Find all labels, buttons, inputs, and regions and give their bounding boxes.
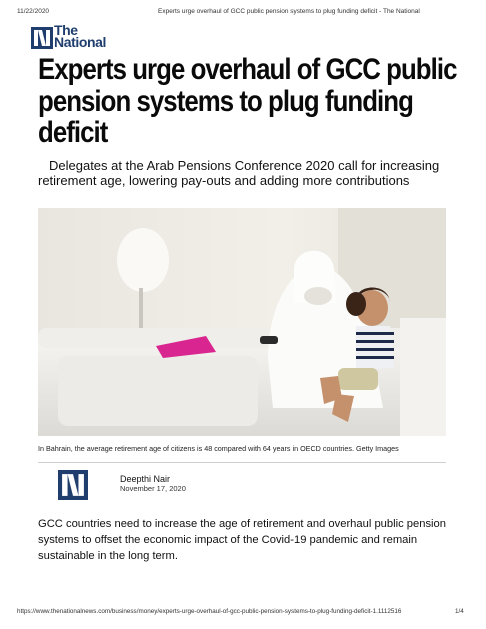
logo-line1: The [54,22,78,38]
print-page-number: 1/4 [455,608,464,615]
article-standfirst: Delegates at the Arab Pensions Conference 2020 call for increasing retirement age, lowering pay-outs and adding more contributions [38,158,440,188]
divider [38,462,446,463]
article-headline: Experts urge overhaul of GCC public pension systems to plug funding deficit [38,53,457,149]
the-national-wordmark [54,24,106,48]
the-national-logo-icon [31,27,53,49]
article-body-paragraph: GCC countries need to increase the age of retirement and overhaul public pension systems to offset the economic impact of the Covid-19 pandemic and remain sustainable in the long term. [38,518,446,563]
logo-line2: National [54,34,107,50]
photo-caption: In Bahrain, the average retirement age of citizens is 48 compared with 64 years in OECD countries. Getty Images [38,444,399,453]
print-date: 11/22/2020 [17,8,50,15]
author-avatar [58,470,88,500]
publish-date: November 17, 2020 [120,484,186,493]
author-name[interactable]: Deepthi Nair [120,474,171,484]
photo-grandfather-and-child-on-sofa [38,208,446,436]
article-photo [38,208,446,436]
the-national-logo[interactable] [31,24,151,54]
print-footer-url: https://www.thenationalnews.com/business/money/experts-urge-overhaul-of-gcc-public-pension-systems-to-plug-funding-deficit-1.1112516 [17,608,402,615]
the-national-logo-icon [58,470,88,500]
print-page-title: Experts urge overhaul of GCC public pension systems to plug funding deficit - The National [158,8,420,15]
